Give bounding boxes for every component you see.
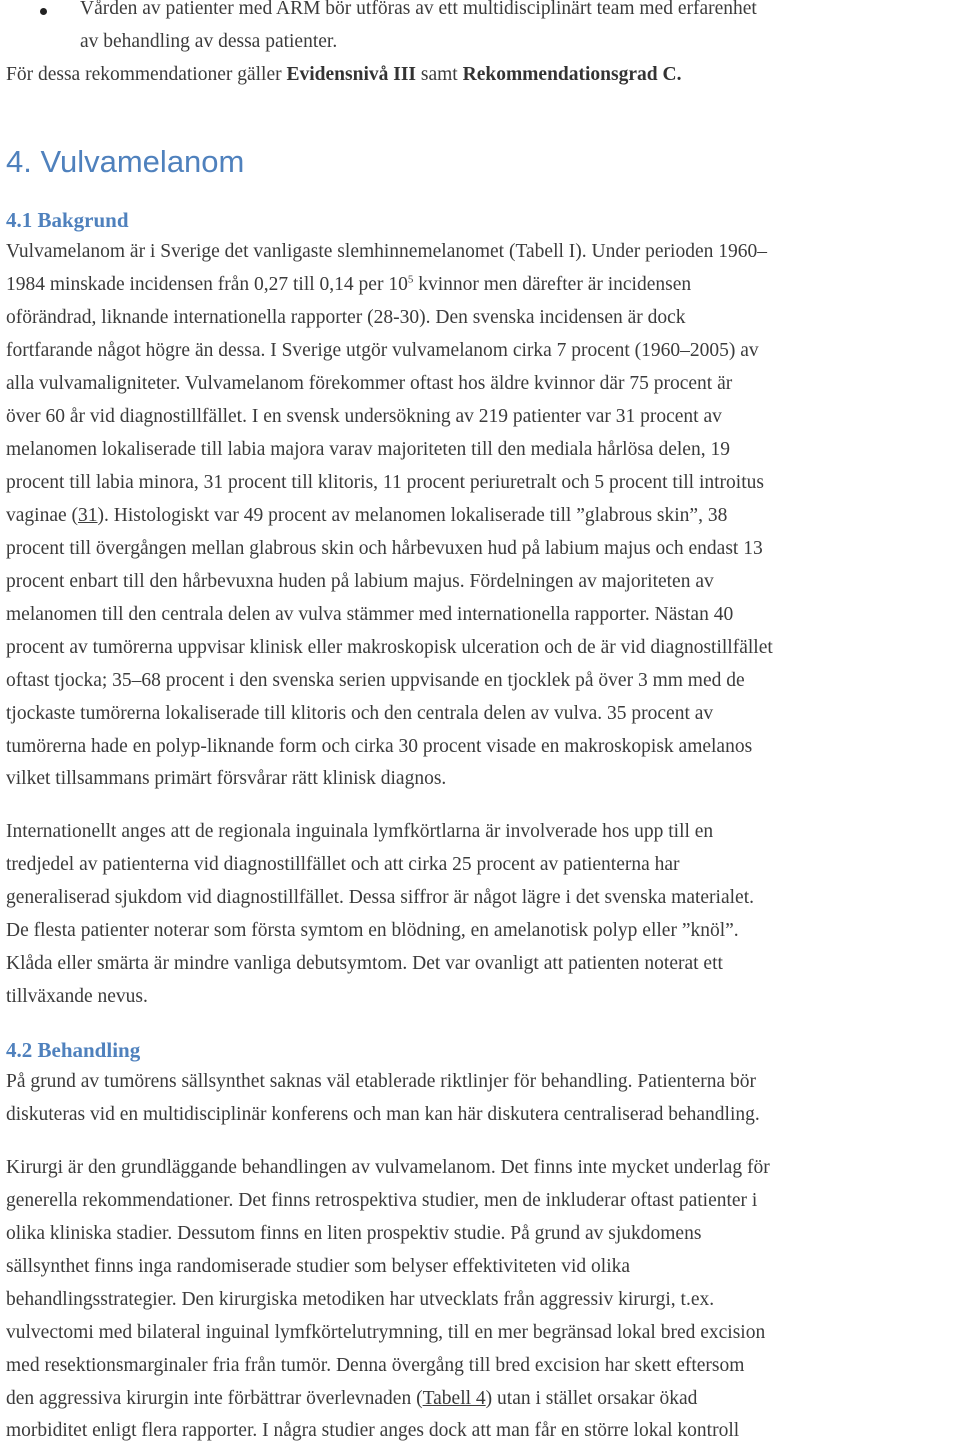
paragraph-line: alla vulvamaligniteter. Vulvamelanom förekommer oftast hos äldre kvinnor där 75 procent är bbox=[6, 373, 733, 394]
rec-prefix: För dessa rekommendationer gäller bbox=[6, 64, 287, 85]
text-span: kvinnor men därefter är incidensen bbox=[413, 274, 692, 295]
paragraph-line: På grund av tumörens sällsynthet saknas väl etablerade riktlinjer för behandling. Patienterna bör bbox=[6, 1071, 756, 1092]
text-span: ). Histologiskt var 49 procent av melanomen lokaliserade till ”glabrous skin”, 38 bbox=[97, 505, 728, 526]
text-span: den aggressiva kirurgin inte förbättrar överlevnaden ( bbox=[6, 1388, 423, 1409]
paragraph-line: Kirurgi är den grundläggande behandlingen av vulvamelanom. Det finns inte mycket underlag för bbox=[6, 1157, 770, 1178]
text-span: vaginae ( bbox=[6, 505, 79, 526]
bullet-text-line: Vården av patienter med ARM bör utföras av ett multidisciplinärt team med erfarenhet bbox=[80, 0, 757, 19]
reference-link[interactable]: 31 bbox=[78, 505, 98, 526]
paragraph-line: procent av tumörerna uppvisar klinisk eller makroskopisk ulceration och de är vid diagnostillfället bbox=[6, 637, 773, 658]
paragraph-line: procent till övergången mellan glabrous skin och hårbevuxen hud på labium majus och endast 13 bbox=[6, 538, 763, 559]
paragraph-line: oftast tjocka; 35–68 procent i den svenska serien uppvisande en tjocklek på över 3 mm med de bbox=[6, 670, 745, 691]
recommendation-grade: Rekommendationsgrad C. bbox=[462, 64, 682, 85]
paragraph-line: tjockaste tumörerna lokaliserade till klitoris och den centrala delen av vulva. 35 procent av bbox=[6, 703, 714, 724]
paragraph-line: tumörerna hade en polyp-liknande form och cirka 30 procent visade en makroskopisk amelanos bbox=[6, 736, 753, 757]
paragraph-line: över 60 år vid diagnostillfället. I en svensk undersökning av 219 patienter var 31 procent av bbox=[6, 406, 722, 427]
paragraph-line bbox=[6, 504, 727, 528]
paragraph-line: behandlingsstrategier. Den kirurgiska metodiken har utvecklats från aggressiv kirurgi, t.ex. bbox=[6, 1289, 715, 1310]
paragraph-line: tredjedel av patienterna vid diagnostillfället och att cirka 25 procent av patienterna har bbox=[6, 854, 680, 875]
paragraph-line: vilket tillsammans primärt försvårar rätt klinisk diagnos. bbox=[6, 768, 447, 789]
paragraph-line: olika kliniska stadier. Dessutom finns en liten prospektiv studie. På grund av sjukdomens bbox=[6, 1223, 702, 1244]
paragraph-line: Klåda eller smärta är mindre vanliga debutsymtom. Det var ovanligt att patienten noterat ett bbox=[6, 953, 723, 974]
recommendation-line bbox=[6, 63, 681, 87]
paragraph-line: fortfarande något högre än dessa. I Sverige utgör vulvamelanom cirka 7 procent (1960–2005) av bbox=[6, 340, 759, 361]
table-reference-link[interactable]: Tabell 4 bbox=[422, 1388, 486, 1409]
paragraph-line: melanomen lokaliserade till labia majora varav majoriteten till den mediala hårlösa delen, 19 bbox=[6, 439, 730, 460]
paragraph-line: melanomen till den centrala delen av vulva stämmer med internationella rapporter. Nästan 40 bbox=[6, 604, 734, 625]
bullet-dot bbox=[40, 8, 47, 15]
paragraph-line: Vulvamelanom är i Sverige det vanligaste slemhinnemelanomet (Tabell I). Under perioden 1960– bbox=[6, 241, 767, 262]
evidence-level: Evidensnivå III bbox=[286, 64, 417, 85]
section-heading: 4. Vulvamelanom bbox=[6, 144, 245, 179]
paragraph-line: med resektionsmarginaler fria från tumör. Denna övergång till bred excision har skett eftersom bbox=[6, 1355, 745, 1376]
subsection-heading: 4.2 Behandling bbox=[6, 1038, 141, 1062]
paragraph-line: generella rekommendationer. Det finns retrospektiva studier, men de inkluderar oftast patienter i bbox=[6, 1190, 758, 1211]
paragraph-line: vulvectomi med bilateral inguinal lymfkörtelutrymning, till en mer begränsad lokal bred excision bbox=[6, 1322, 766, 1343]
superscript: 5 bbox=[407, 273, 414, 286]
paragraph-line: generaliserad sjukdom vid diagnostillfället. Dessa siffror är något lägre i det svenska materialet. bbox=[6, 887, 754, 908]
paragraph-line: De flesta patienter noterar som första symtom en blödning, en amelanotisk polyp eller ”knöl”. bbox=[6, 920, 739, 941]
paragraph-line: Internationellt anges att de regionala inguinala lymfkörtlarna är involverade hos upp till en bbox=[6, 821, 714, 842]
paragraph-line bbox=[6, 273, 691, 297]
paragraph-line: morbiditet enligt flera rapporter. I några studier anges dock att man får en större lokal kontroll bbox=[6, 1420, 740, 1441]
rec-mid: samt bbox=[416, 64, 463, 85]
paragraph-line: sällsynthet finns inga randomiserade studier som belyser effektiviteten vid olika bbox=[6, 1256, 631, 1277]
paragraph-line: procent till labia minora, 31 procent till klitoris, 11 procent periuretralt och 5 procent till introitus bbox=[6, 472, 764, 493]
text-span: ) utan i stället orsakar ökad bbox=[485, 1388, 698, 1409]
paragraph-line: procent enbart till den hårbevuxna huden på labium majus. Fördelningen av majoriteten av bbox=[6, 571, 714, 592]
bullet-text-line: av behandling av dessa patienter. bbox=[80, 31, 338, 52]
text-span: 1984 minskade incidensen från 0,27 till 0,14 per 10 bbox=[6, 274, 408, 295]
paragraph-line: oförändrad, liknande internationella rapporter (28-30). Den svenska incidensen är dock bbox=[6, 307, 686, 328]
paragraph-line: tillväxande nevus. bbox=[6, 986, 148, 1007]
paragraph-line: diskuteras vid en multidisciplinär konferens och man kan här diskutera centraliserad behandling. bbox=[6, 1104, 760, 1125]
subsection-heading: 4.1 Bakgrund bbox=[6, 208, 129, 232]
paragraph-line bbox=[6, 1387, 697, 1411]
